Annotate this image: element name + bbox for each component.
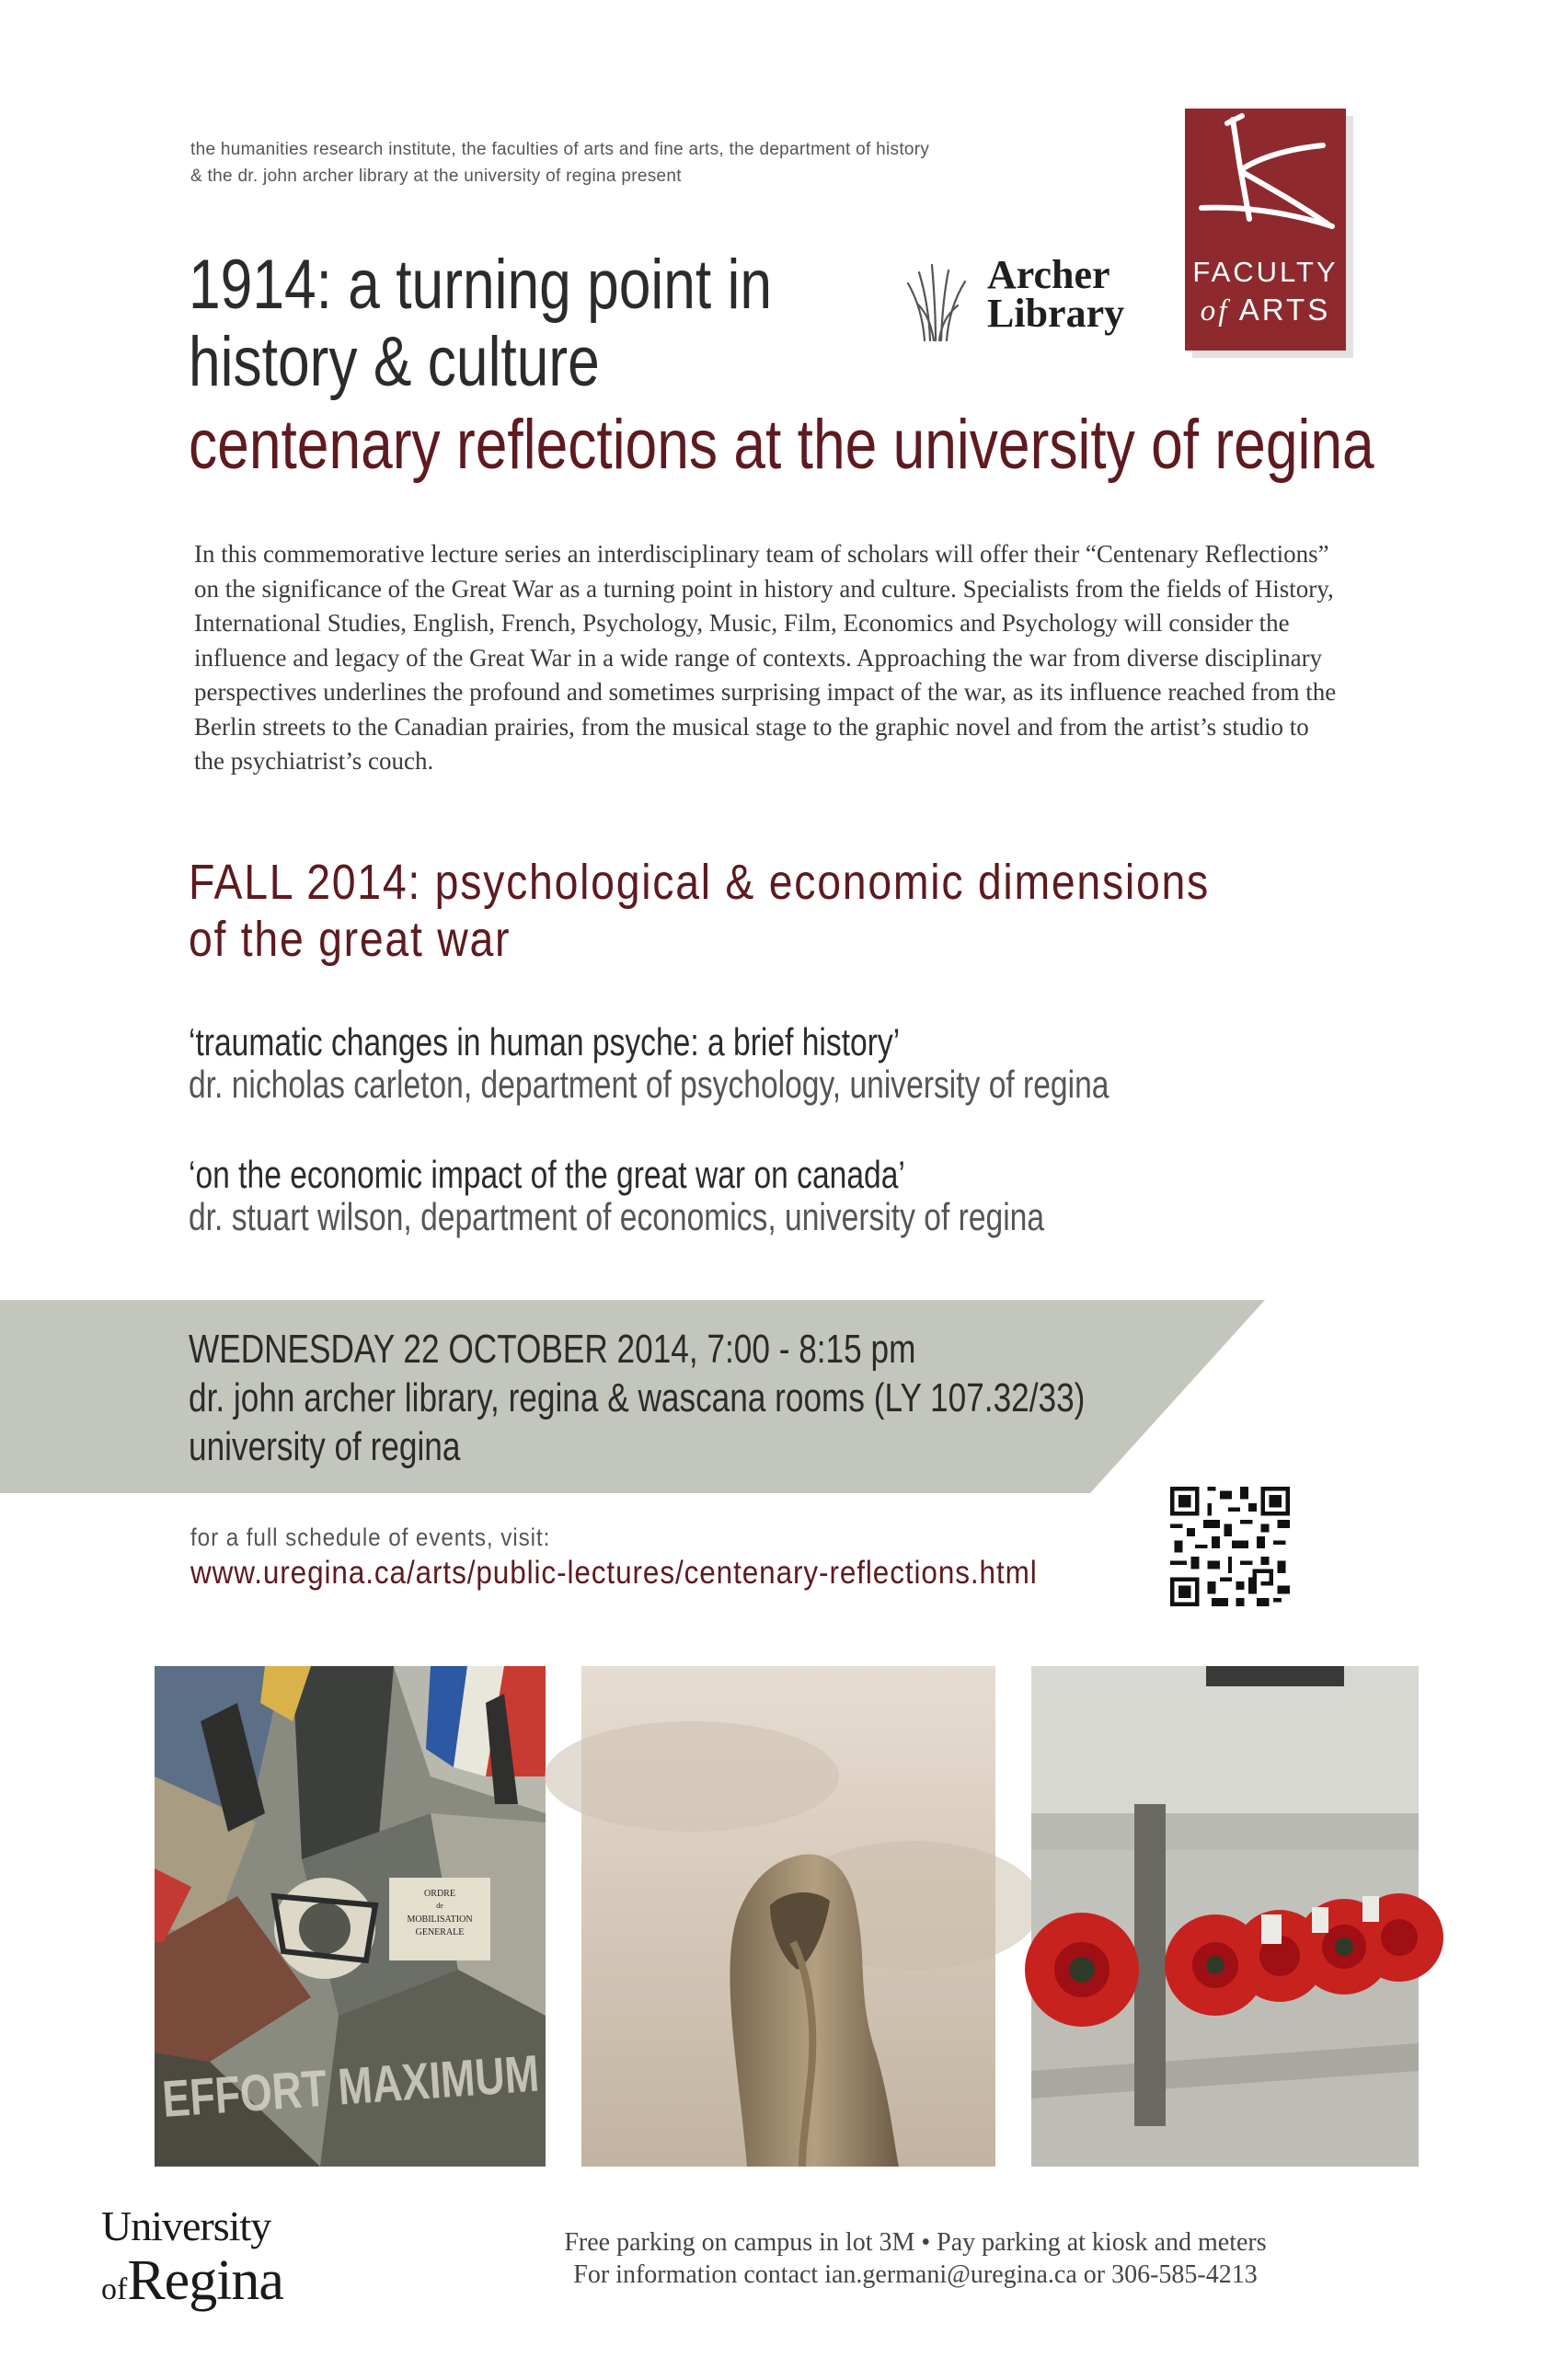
faculty-mark-icon — [1185, 109, 1346, 247]
schedule-link[interactable]: www.uregina.ca/arts/public-lectures/centenary-reflections.html — [190, 1555, 1038, 1591]
university-logo-of: of — [101, 2272, 128, 2306]
archer-logo-line-1: Archer — [987, 252, 1110, 297]
university-logo-line-1: University — [101, 2202, 271, 2249]
painting-mobilisation-text: MOBILISATION — [407, 1914, 473, 1925]
intro-paragraph: In this commemorative lecture series an interdisciplinary team of scholars will offer their “Centenary Reflections” on the significance of the Great War as a turning point in history and culture. Specialists from the fields of History, International Studies, English, French, Psychology, Music, Film, Economics and Psychology will consider the influence and legacy of the Great War in a wide range of contexts. Approaching the war from diverse disciplinary perspectives underlines the profound and sometimes surprising impact of the war, as its influence reached from the Berlin streets to the Canadian prairies, from the musical stage to the graphic novel and from the artist’s studio to the psychiatrist’s couch. — [194, 540, 1337, 775]
presenters-line-1: the humanities research institute, the faculties of arts and fine arts, the department of history — [190, 140, 930, 159]
lecture-2 — [189, 1154, 1259, 1238]
term-heading — [189, 854, 1210, 968]
memorial-image — [1031, 1666, 1419, 2167]
event-location: dr. john archer library, regina & wascana rooms (LY 107.32/33) — [189, 1375, 1086, 1420]
footer-info — [442, 2226, 1389, 2291]
archer-library-logo — [906, 252, 1136, 348]
statue-image — [581, 1666, 995, 2167]
painting-ordre-text: ORDRE — [424, 1889, 455, 1899]
title-line-1: 1914: a turning point in — [189, 246, 773, 324]
university-logo-line-2: Regina — [127, 2249, 283, 2312]
footer-contact: For information contact ian.germani@uregina.ca or 306-585-4213 — [573, 2260, 1258, 2289]
event-datetime: WEDNESDAY 22 OCTOBER 2014, 7:00 - 8:15 pm — [189, 1327, 916, 1372]
page-subtitle: centenary reflections at the university of regina — [189, 406, 1374, 484]
term-heading-line-2: of the great war — [189, 912, 512, 967]
presenters-text — [190, 136, 1018, 190]
archer-logo-line-2: Library — [987, 291, 1125, 336]
lecture-1 — [189, 1021, 1339, 1106]
schedule-label: for a full schedule of events, visit: — [190, 1523, 551, 1551]
faculty-logo-line-1: FACULTY — [1192, 256, 1339, 288]
qr-code[interactable] — [1170, 1487, 1290, 1606]
title-line-2: history & culture — [189, 323, 600, 401]
painting-de-text: de — [436, 1902, 443, 1910]
university-of-regina-logo — [101, 2202, 283, 2314]
lecture-speaker: dr. nicholas carleton, department of psychology, university of regina — [189, 1063, 1109, 1106]
faculty-logo-of: of — [1200, 294, 1230, 328]
lecture-title: ‘traumatic changes in human psyche: a brief history’ — [189, 1020, 901, 1064]
faculty-logo-arts: ARTS — [1238, 293, 1331, 327]
page-title — [189, 247, 772, 401]
painting-image — [155, 1666, 636, 2167]
lecture-speaker: dr. stuart wilson, department of economics, university of regina — [189, 1195, 1045, 1238]
grass-icon — [906, 259, 971, 342]
presenters-line-2: & the dr. john archer library at the university of regina present — [190, 167, 682, 186]
faculty-of-arts-logo — [1185, 109, 1346, 351]
event-university: university of regina — [189, 1424, 461, 1469]
painting-generale-text: GENERALE — [415, 1927, 465, 1937]
painting-effort-text: EFFORT MAXIMUM — [160, 2037, 636, 2128]
footer-parking: Free parking on campus in lot 3M • Pay parking at kiosk and meters — [564, 2228, 1267, 2257]
term-heading-line-1: FALL 2014: psychological & economic dimensions — [189, 855, 1210, 910]
lecture-title: ‘on the economic impact of the great war on canada’ — [189, 1153, 905, 1196]
event-details — [189, 1325, 1085, 1471]
